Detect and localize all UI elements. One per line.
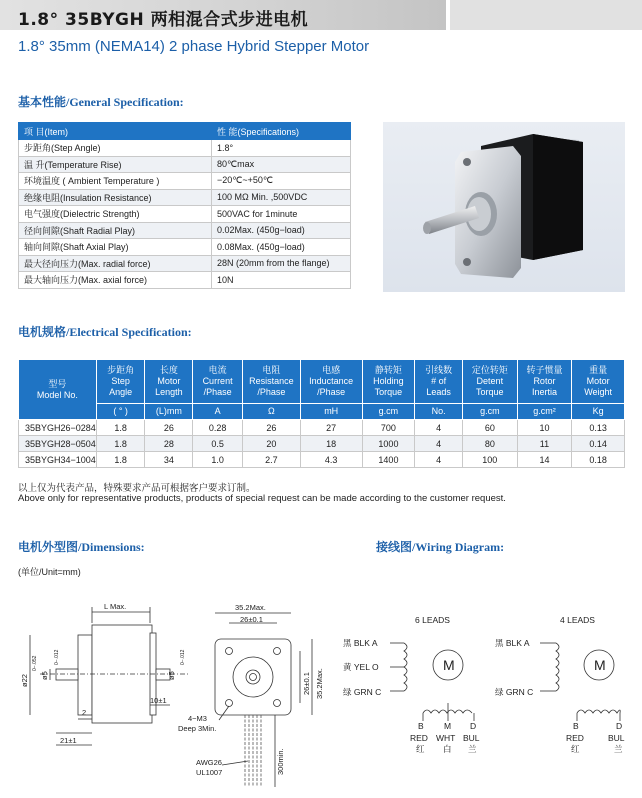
- wiring-6-b-cn: 红: [416, 744, 425, 754]
- general-spec-cell: 1.8°: [212, 140, 351, 157]
- electrical-value-cell: 60: [463, 420, 518, 436]
- electrical-unit-cell: g.cm²: [517, 404, 572, 420]
- wiring-6-d-cn: 兰: [468, 744, 477, 754]
- wire-awg: AWG26: [196, 758, 222, 767]
- motor-photo-illustration: [383, 122, 625, 292]
- wiring-6-b-code: B: [418, 721, 424, 731]
- electrical-unit-cell: No.: [415, 404, 463, 420]
- electrical-col-header-line: /Phase: [257, 387, 286, 397]
- electrical-value-cell: 18: [300, 436, 362, 452]
- electrical-col-header: [242, 360, 300, 404]
- wiring-6-m-code: M: [444, 721, 452, 731]
- wiring-6-o: 黄 YEL O: [343, 662, 379, 672]
- electrical-value-cell: 0.13: [572, 420, 625, 436]
- electrical-row: [19, 420, 625, 436]
- dim-l-max: L Max.: [104, 602, 127, 611]
- dim-10: 10±1: [150, 696, 167, 705]
- dim-21: 21±1: [60, 736, 77, 745]
- electrical-value-cell: 1.8: [96, 420, 145, 436]
- electrical-col-header-line: 电感: [322, 365, 341, 375]
- electrical-value-cell: 2.7: [242, 452, 300, 468]
- electrical-col-header-line: Torque: [476, 387, 504, 397]
- electrical-unit-cell: Ω: [242, 404, 300, 420]
- dim-m3: 4−M3: [188, 714, 207, 723]
- title-band-right: [450, 0, 642, 30]
- electrical-unit-cell: (L)mm: [145, 404, 193, 420]
- electrical-col-header-line: Angle: [109, 387, 133, 397]
- electrical-col-header-line: 长度: [159, 365, 178, 375]
- electrical-value-cell: 80: [463, 436, 518, 452]
- general-spec-cell: 500VAC for 1minute: [212, 206, 351, 223]
- wiring-6-m-en: WHT: [436, 733, 456, 743]
- page-title: 1.8° 35BYGH 两相混合式步进电机: [18, 10, 309, 30]
- electrical-value-cell: 10: [517, 420, 572, 436]
- general-row: [19, 189, 351, 206]
- side-view: [30, 607, 190, 745]
- electrical-value-cell: 20: [242, 436, 300, 452]
- dim-26-side: 26±0.1: [302, 672, 311, 695]
- wiring-4-d-en: BUL: [608, 733, 625, 743]
- electrical-unit-cell: mH: [300, 404, 362, 420]
- wiring-6-b-en: RED: [410, 733, 428, 743]
- electrical-value-cell: 1000: [362, 436, 415, 452]
- electrical-col-header-line: Detent: [476, 376, 504, 386]
- electrical-col-header-line: 转子惯量: [526, 365, 563, 375]
- general-row: [19, 222, 351, 239]
- general-col-spec: 性 能(Specifications): [212, 123, 351, 140]
- electrical-col-header-line: Weight: [584, 387, 613, 397]
- general-item-cell: 步距角(Step Angle): [19, 140, 212, 157]
- dim-d22-tol: 0−.052: [32, 655, 38, 671]
- motor-photo: [383, 122, 625, 292]
- dim-deep: Deep 3Min.: [178, 724, 217, 733]
- electrical-unit-cell: A: [193, 404, 243, 420]
- general-row: [19, 239, 351, 256]
- electrical-value-cell: 4: [415, 420, 463, 436]
- drawings: [0, 595, 642, 798]
- wiring-4-d-code: D: [616, 721, 623, 731]
- wiring-6-labels: [343, 615, 480, 754]
- electrical-value-cell: 4.3: [300, 452, 362, 468]
- electrical-value-cell: 4: [415, 452, 463, 468]
- electrical-value-cell: 100: [463, 452, 518, 468]
- electrical-col-header-line: 引线数: [425, 365, 453, 375]
- electrical-value-cell: 26: [242, 420, 300, 436]
- general-row: [19, 140, 351, 157]
- electrical-col-header-line: 电流: [208, 365, 227, 375]
- wiring-6-d-en: BUL: [463, 733, 480, 743]
- electrical-col-header-line: Model No.: [36, 389, 78, 400]
- electrical-col-header-line: Motor: [157, 376, 181, 386]
- electrical-col-header-line: 型号: [48, 378, 67, 389]
- unit-note: (单位/Unit=mm): [18, 567, 81, 577]
- wiring-6-motor-label: M: [443, 657, 455, 673]
- general-row: [19, 156, 351, 173]
- general-row: [19, 272, 351, 289]
- electrical-col-header: [96, 360, 145, 404]
- electrical-col-header-line: 定位转矩: [471, 365, 508, 375]
- general-spec-cell: 0.02Max. (450g−load): [212, 222, 351, 239]
- dim-d5-right: ø5: [167, 671, 176, 680]
- wiring-4-labels: [495, 615, 625, 754]
- electrical-unit-cell: g.cm: [463, 404, 518, 420]
- electrical-row: [19, 452, 625, 468]
- electrical-col-header-line: Current: [202, 376, 233, 386]
- electrical-value-cell: 34: [145, 452, 193, 468]
- wiring-4-b-code: B: [573, 721, 579, 731]
- general-item-cell: 最大轴向压力(Max. axial force): [19, 272, 212, 289]
- electrical-value-cell: 14: [517, 452, 572, 468]
- electrical-value-cell: 0.18: [572, 452, 625, 468]
- electrical-model-cell: 35BYGH28−0504: [19, 436, 97, 452]
- general-spec-table: [18, 122, 351, 289]
- electrical-row: [19, 436, 625, 452]
- dim-352-top: 35.2Max.: [235, 603, 266, 612]
- electrical-col-header-line: /Phase: [203, 387, 232, 397]
- general-spec-cell: 100 MΩ Min. ,500VDC: [212, 189, 351, 206]
- wiring-4-title: 4 LEADS: [560, 615, 595, 625]
- wiring-4-c: 绿 GRN C: [495, 687, 534, 697]
- dim-d5-left: ø5: [40, 671, 49, 680]
- dim-2: 2: [82, 708, 87, 717]
- electrical-value-cell: 0.14: [572, 436, 625, 452]
- electrical-value-cell: 28: [145, 436, 193, 452]
- wiring-6-a: 黑 BLK A: [343, 638, 378, 648]
- electrical-col-header: [19, 360, 97, 420]
- electrical-unit-cell: Kg: [572, 404, 625, 420]
- electrical-value-cell: 1.0: [193, 452, 243, 468]
- wiring-4-b-cn: 红: [571, 744, 580, 754]
- general-spec-cell: 0.08Max. (450g−load): [212, 239, 351, 256]
- electrical-col-header-line: Inertia: [531, 387, 557, 397]
- wiring-4-d-cn: 兰: [614, 744, 623, 754]
- dim-d5-right-tol: 0−.012: [180, 649, 186, 665]
- wire-ul: UL1007: [196, 768, 223, 777]
- wiring-6-c: 绿 GRN C: [343, 687, 382, 697]
- electrical-model-cell: 35BYGH34−1004: [19, 452, 97, 468]
- general-item-cell: 轴向间隙(Shaft Axial Play): [19, 239, 212, 256]
- electrical-col-header: [193, 360, 243, 404]
- note-cn: 以上仅为代表产品，特殊要求产品可根据客户要求订制。: [18, 483, 256, 494]
- electrical-col-header-line: Step: [111, 376, 130, 386]
- wiring-4-b-en: RED: [566, 733, 584, 743]
- general-spec-cell: −20℃~+50℃: [212, 173, 351, 190]
- electrical-model-cell: 35BYGH26−0284: [19, 420, 97, 436]
- dim-d5-left-tol: 0−.012: [54, 649, 60, 665]
- electrical-unit-cell: g.cm: [362, 404, 415, 420]
- wiring-6-m-cn: 白: [443, 744, 452, 754]
- general-item-cell: 温 升(Temperature Rise): [19, 156, 212, 173]
- wiring-4-lines: [540, 643, 620, 721]
- electrical-col-header-line: Torque: [374, 387, 403, 397]
- electrical-spec-table: [18, 359, 625, 468]
- wiring-heading: 接线图/Wiring Diagram:: [376, 540, 505, 554]
- general-row: [19, 206, 351, 223]
- general-item-cell: 径向间隙(Shaft Radial Play): [19, 222, 212, 239]
- electrical-value-cell: 0.5: [193, 436, 243, 452]
- electrical-col-header-line: Inductance: [309, 376, 354, 386]
- electrical-col-header: [300, 360, 362, 404]
- general-spec-cell: 28N (20mm from the flange): [212, 255, 351, 272]
- note-en: Above only for representative products, products of special request can be made according to the customer request.: [18, 493, 506, 504]
- electrical-col-header-line: /Phase: [317, 387, 346, 397]
- electrical-col-header-line: Resistance: [249, 376, 294, 386]
- electrical-value-cell: 27: [300, 420, 362, 436]
- general-item-cell: 电气强度(Dielectric Strength): [19, 206, 212, 223]
- electrical-value-cell: 700: [362, 420, 415, 436]
- electrical-value-cell: 1.8: [96, 436, 145, 452]
- dim-d22: ø22: [20, 674, 29, 687]
- title-bar: [0, 0, 642, 30]
- dim-26-top: 26±0.1: [240, 615, 263, 624]
- electrical-value-cell: 11: [517, 436, 572, 452]
- electrical-col-header-line: 步距角: [107, 365, 135, 375]
- front-view: [215, 613, 312, 787]
- electrical-col-header-line: # of: [431, 376, 447, 386]
- dimensions-heading: 电机外型图/Dimensions:: [18, 540, 145, 554]
- dim-300: 300min.: [276, 748, 285, 775]
- wiring-6-title: 6 LEADS: [415, 615, 450, 625]
- electrical-col-header: [463, 360, 518, 404]
- electrical-col-header: [415, 360, 463, 404]
- general-heading: 基本性能/General Specification:: [18, 95, 184, 109]
- general-row: [19, 255, 351, 272]
- electrical-heading: 电机规格/Electrical Specification:: [18, 325, 192, 339]
- electrical-value-cell: 1.8: [96, 452, 145, 468]
- general-row: [19, 173, 351, 190]
- electrical-col-header-line: 重量: [589, 365, 608, 375]
- electrical-value-cell: 1400: [362, 452, 415, 468]
- electrical-unit-cell: ( ° ): [96, 404, 145, 420]
- general-col-item: 项 目(Item): [19, 123, 212, 140]
- page-subtitle: 1.8° 35mm (NEMA14) 2 phase Hybrid Stepper Motor: [18, 38, 370, 55]
- electrical-col-header-line: Leads: [426, 387, 451, 397]
- electrical-col-header-line: Holding: [373, 376, 404, 386]
- dim-352-side: 35.2Max.: [315, 668, 324, 699]
- general-item-cell: 绝缘电阻(Insulation Resistance): [19, 189, 212, 206]
- electrical-col-header: [572, 360, 625, 404]
- electrical-col-header-line: Rotor: [533, 376, 556, 386]
- electrical-col-header: [362, 360, 415, 404]
- electrical-col-header-line: 静转矩: [374, 365, 402, 375]
- wiring-4-motor-label: M: [594, 657, 606, 673]
- electrical-value-cell: 0.28: [193, 420, 243, 436]
- electrical-col-header-line: Motor: [586, 376, 610, 386]
- general-item-cell: 环境温度 ( Ambient Temperature ): [19, 173, 212, 190]
- general-spec-cell: 80℃max: [212, 156, 351, 173]
- wiring-4-a: 黑 BLK A: [495, 638, 530, 648]
- electrical-col-header: [145, 360, 193, 404]
- electrical-value-cell: 26: [145, 420, 193, 436]
- electrical-value-cell: 4: [415, 436, 463, 452]
- wiring-6-lines: [390, 643, 474, 721]
- electrical-col-header-line: 电阻: [262, 365, 281, 375]
- wiring-6-d-code: D: [470, 721, 477, 731]
- electrical-col-header-line: Length: [155, 387, 183, 397]
- electrical-col-header: [517, 360, 572, 404]
- general-item-cell: 最大径向压力(Max. radial force): [19, 255, 212, 272]
- general-spec-cell: 10N: [212, 272, 351, 289]
